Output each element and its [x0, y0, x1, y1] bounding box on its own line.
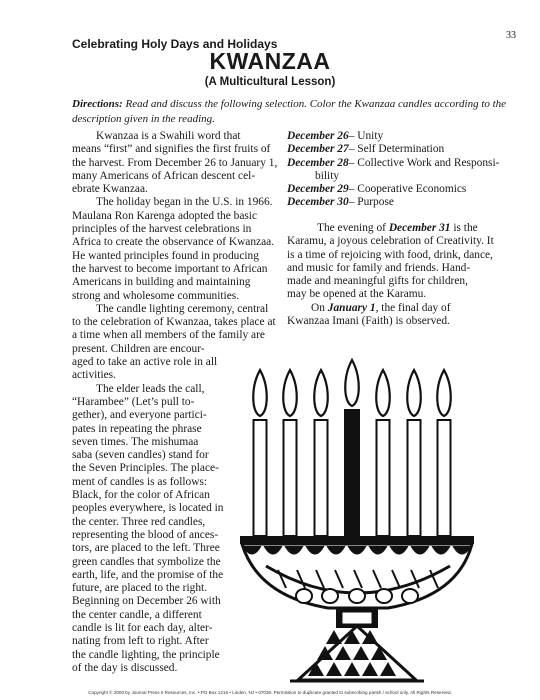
- directions-label: Directions:: [72, 98, 123, 110]
- bowl-bead: [349, 589, 365, 603]
- flame-icon: [253, 370, 267, 416]
- flame-icon: [407, 370, 421, 416]
- principle-date: December 27: [287, 143, 349, 156]
- text-line: Maulana Ron Karenga adopted the basic: [72, 209, 258, 222]
- text-line: the harvest. From December 26 to January 1,: [72, 156, 278, 169]
- text-line: the center. Three red candles,: [72, 515, 206, 528]
- page-title: KWANZAA: [209, 48, 331, 74]
- bowl-bead: [296, 589, 312, 603]
- candle-green: [438, 420, 451, 536]
- page-subtitle: (A Multicultural Lesson): [204, 76, 336, 88]
- text-line: may be opened at the Karamu.: [287, 288, 427, 301]
- text-run: is the: [450, 222, 478, 234]
- text-line: tors, are placed to the left. Three: [72, 542, 220, 555]
- principle-row: December 28– Collective Work and Responsi-: [287, 156, 500, 169]
- principle-date: December 28: [287, 156, 349, 169]
- text-line: Kwanzaa Imani (Faith) is observed.: [287, 315, 450, 328]
- principle-name: Cooperative Economics: [357, 183, 467, 196]
- text-line: gether), and everyone partici-: [72, 409, 207, 422]
- candle-red: [284, 420, 297, 536]
- flame-icon: [376, 370, 390, 416]
- text-line: nating from left to right. After: [72, 635, 209, 648]
- text-line: Africa to create the observance of Kwanzaa.: [72, 236, 275, 249]
- karamu-date: December 31: [388, 222, 451, 234]
- principle-name: Self Determination: [357, 143, 445, 156]
- text-line: peoples everywhere, is located in: [72, 502, 224, 515]
- text-line: Karamu, a joyous celebration of Creativity. It: [287, 235, 494, 248]
- principle-name: Purpose: [357, 196, 394, 209]
- text-line: principles of the harvest celebrations in: [72, 223, 252, 236]
- text-line: aged to take an active role in all: [72, 356, 218, 369]
- bowl-bead: [402, 589, 418, 603]
- text-line: seven times. The mishumaa: [72, 435, 199, 448]
- text-line: many Americans of African descent cel-: [72, 169, 256, 182]
- text-line: is a time of rejoicing with food, drink, dance,: [287, 248, 493, 261]
- text-line: Beginning on December 26 with: [72, 595, 221, 608]
- directions-text: Read and discuss the following selection. Color the Kwanzaa candles according to the description given in the reading.: [72, 98, 507, 125]
- text-line: ebrate Kwanzaa.: [72, 183, 148, 196]
- principles-list: [287, 130, 517, 210]
- flame-icon: [437, 370, 451, 416]
- text-line: to the celebration of Kwanzaa, takes place at: [72, 316, 276, 329]
- candle-red: [254, 420, 267, 536]
- text-run: On: [311, 301, 328, 314]
- text-line: strong and wholesome communities.: [72, 289, 240, 302]
- text-line: saba (seven candles) stand for: [72, 449, 209, 462]
- principle-date: December 30: [287, 196, 349, 209]
- principle-date: December 26: [287, 130, 349, 142]
- bowl-bead: [322, 589, 338, 603]
- stem-panel: [342, 612, 372, 624]
- paragraph-intro: [72, 130, 287, 196]
- text-line: Black, for the color of African: [72, 489, 210, 502]
- principle-name: Collective Work and Responsi-: [357, 156, 500, 169]
- flame-icon: [283, 370, 297, 416]
- text-line: the candle lighting, the principle: [72, 648, 220, 661]
- text-line: [287, 222, 517, 235]
- principle-row: December 30– Purpose: [287, 196, 394, 209]
- base-triangle: [326, 630, 342, 644]
- principle-name: Unity: [357, 130, 384, 142]
- text-line: means “first” and signifies the first fruits of: [72, 143, 271, 156]
- text-line: The elder leads the call,: [96, 382, 205, 395]
- candle-red: [315, 420, 328, 536]
- candle-green: [377, 420, 390, 536]
- text-line: ment of candles is as follows:: [72, 475, 208, 488]
- text-line: and music for family and friends. Hand-: [287, 261, 471, 274]
- text-line: “Harambee” (Let’s pull to-: [72, 395, 195, 408]
- principle-row: December 29– Cooperative Economics: [287, 183, 467, 196]
- text-line: earth, life, and the promise of the: [72, 568, 224, 581]
- text-line: Americans in building and maintaining: [72, 276, 251, 289]
- text-line: made and meaningful gifts for children,: [287, 275, 468, 288]
- series-title: Celebrating Holy Days and Holidays: [72, 37, 278, 51]
- principle-date: December 29: [287, 183, 349, 196]
- text-line: The candle lighting ceremony, central: [96, 302, 269, 315]
- kinara-illustration: [238, 358, 478, 683]
- copyright-footer: Copyright © 2000 by Journal Press II Resources, Inc. • PO Box 1216 • Linden, NJ • 07036. Permission to duplicate granted to subscribing parish / school only. All Rights Reserved.: [88, 690, 452, 695]
- bowl-bead: [376, 589, 392, 603]
- text-line: green candles that symbolize the: [72, 555, 221, 568]
- final-day-date: January 1: [327, 301, 376, 314]
- text-line: present. Children are encour-: [72, 342, 205, 355]
- text-line: activities.: [72, 369, 116, 382]
- directions: [72, 97, 508, 127]
- text-line: Kwanzaa is a Swahili word that: [96, 130, 241, 142]
- page-number: 33: [506, 30, 516, 41]
- text-line: pates in repeating the phrase: [72, 422, 202, 435]
- text-line: the harvest to become important to African: [72, 262, 268, 275]
- text-line: a time when all members of the family are: [72, 329, 265, 342]
- candle-green: [408, 420, 421, 536]
- text-line: the Seven Principles. The place-: [72, 462, 219, 475]
- flame-icon: [345, 360, 359, 406]
- text-line: representing the blood of ances-: [72, 528, 219, 541]
- text-line: of the day is discussed.: [72, 661, 178, 674]
- text-line: future, are placed to the right.: [72, 582, 208, 595]
- candle-black: [345, 410, 359, 536]
- text-line: the center candle, a different: [72, 608, 202, 621]
- text-line: The holiday began in the U.S. in 1966.: [96, 196, 273, 209]
- text-run: The evening of: [317, 222, 389, 234]
- principle-row: December 26– Unity: [287, 130, 384, 142]
- paragraph-karamu: [287, 222, 517, 328]
- text-line: [287, 302, 517, 315]
- principle-row: December 27– Self Determination: [287, 143, 445, 156]
- text-line: candle is lit for each day, alter-: [72, 621, 213, 634]
- text-line: He wanted principles found in producing: [72, 249, 259, 262]
- text-run: , the final day of: [375, 301, 451, 314]
- principle-name-continued: bility: [315, 169, 340, 182]
- paragraph-history: [72, 196, 287, 302]
- flame-icon: [314, 370, 328, 416]
